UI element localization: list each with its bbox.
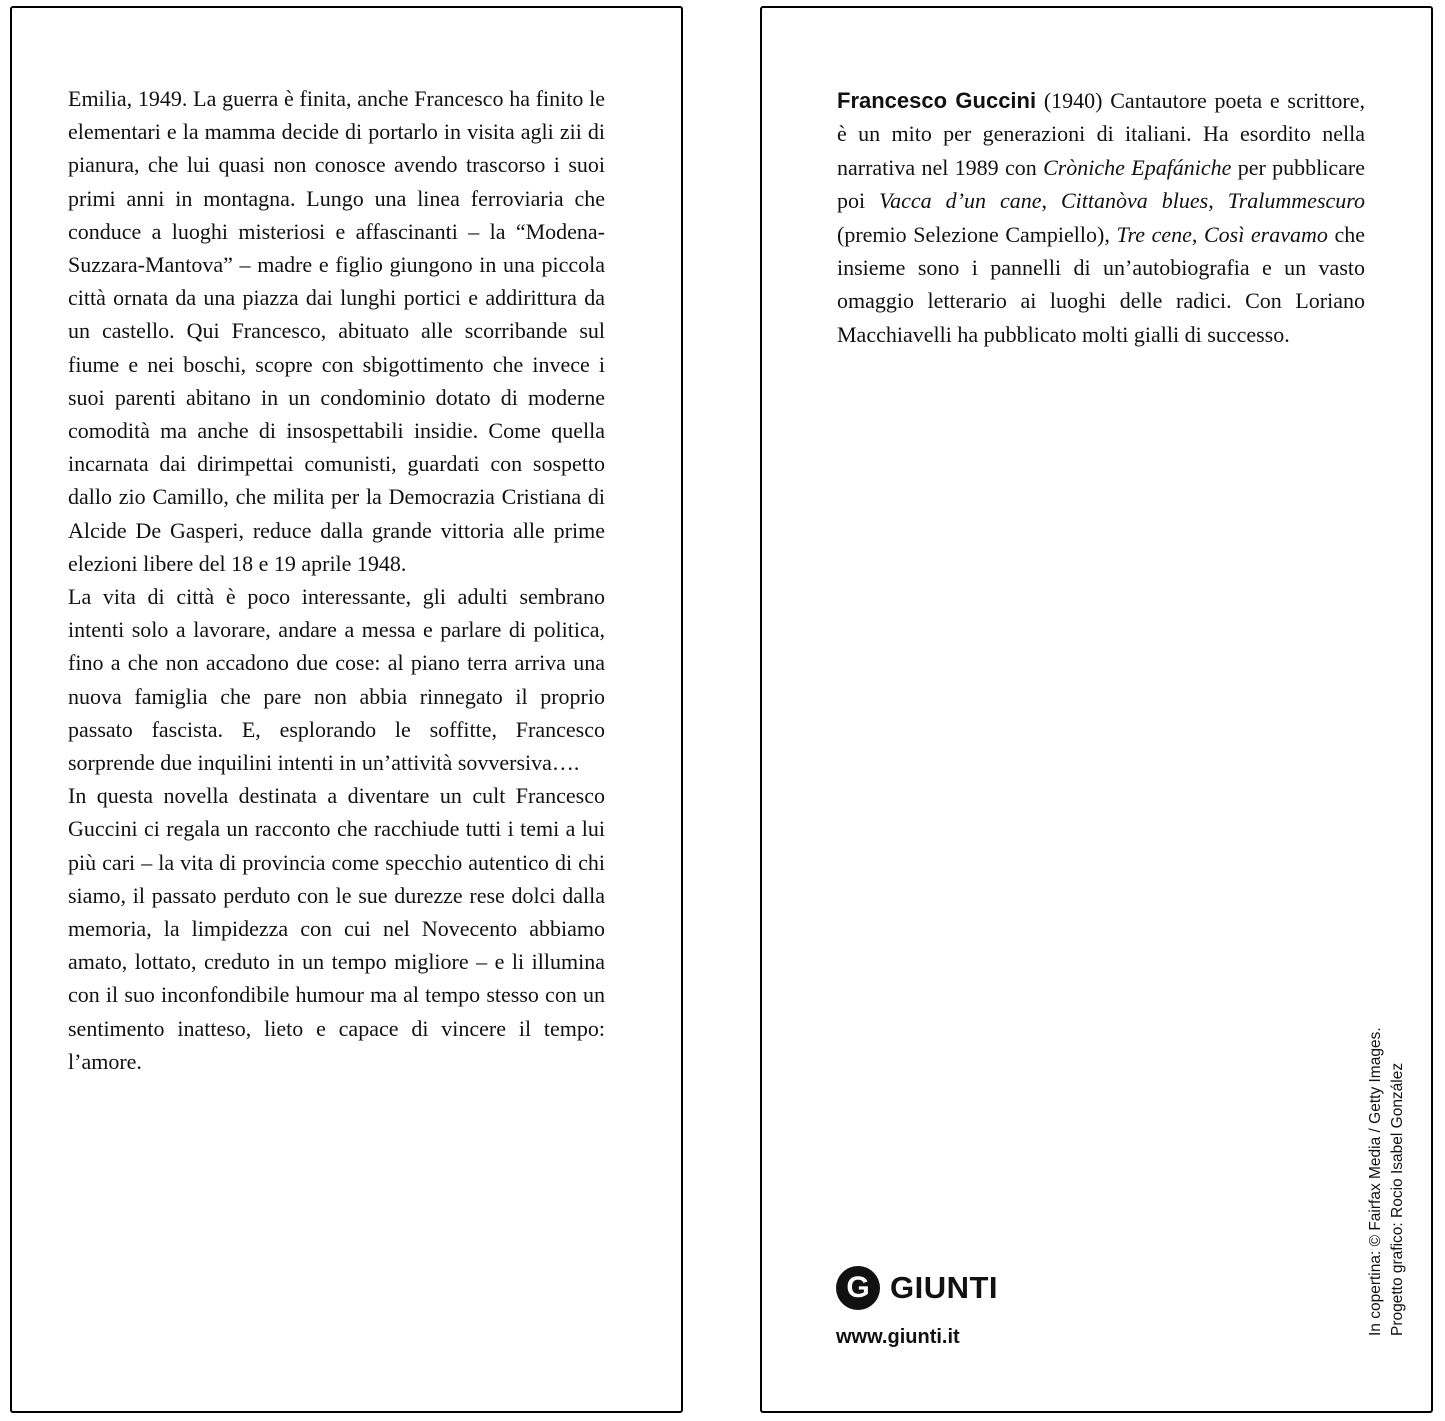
publisher-website: www.giunti.it bbox=[836, 1326, 960, 1348]
bio-segment: Tre cene bbox=[1116, 221, 1192, 247]
bio-segment: Così eravamo bbox=[1203, 221, 1328, 247]
bio-segment: (premio Selezione Campiello), bbox=[837, 221, 1117, 247]
bio-segment: Cittanòva blues bbox=[1060, 188, 1209, 214]
bio-segment: , bbox=[1191, 221, 1204, 247]
synopsis-paragraph: La vita di città è poco interessante, gli adulti sembrano intenti solo a lavorare, andare a messa e parlare di politica, fino a che non accadono due cose: al piano terra arriva una nuova famiglia che pare non abbia rinnegato il proprio passato fascista. E, esplorando le soffitte, Francesco sorprende due inquilini intenti in un’attività sovversiva…. bbox=[68, 584, 605, 776]
right-flap-panel bbox=[760, 6, 1433, 1413]
bio-segment: per pubblicare poi bbox=[837, 154, 1366, 214]
author-bio bbox=[837, 84, 1365, 351]
bio-segment: che insieme sono i pannelli di un’autobiografia e un vasto omaggio letterario ai luoghi delle radici. Con Loriano Macchiavelli ha pubblicato molti gialli di successo. bbox=[837, 221, 1366, 347]
bio-segment: , bbox=[1041, 188, 1061, 214]
bio-segment: Cròniche Epafániche bbox=[1043, 154, 1232, 180]
giunti-logo-icon: G bbox=[836, 1266, 880, 1310]
bio-segment: , bbox=[1208, 188, 1228, 214]
bio-segment: Tralummescuro bbox=[1227, 188, 1366, 214]
publisher-block bbox=[836, 1266, 998, 1349]
bio-segment: (1940) Cantautore poeta e scrittore, è un mito per generazioni di italiani. Ha esordito nella narrativa nel 1989 con bbox=[837, 88, 1365, 180]
synopsis-paragraph: Emilia, 1949. La guerra è finita, anche Francesco ha finito le elementari e la mamma decide di portarlo in visita agli zii di pianura, che lui quasi non conosce avendo trascorso i suoi primi anni in montagna. Lungo una linea ferroviaria che conduce a luoghi misteriosi e affascinanti – la “Modena-Suzzara-Mantova” – madre e figlio giungono in una piccola città ornata da una piazza dai lunghi portici e addirittura da un castello. Qui Francesco, abituato alle scorribande sul fiume e nei boschi, scopre con sbigottimento che invece i suoi parenti abitano in un condominio dotato di moderne comodità ma anche di insospettabili insidie. Come quella incarnata dai dirimpettai comunisti, guardati con sospetto dallo zio Camillo, che milita per la Democrazia Cristiana di Alcide De Gasperi, reduce dalla grande vittoria alle prime elezioni libere del 18 e 19 aprile 1948. bbox=[68, 86, 605, 576]
credits-block bbox=[1365, 1027, 1408, 1336]
giunti-logo bbox=[836, 1266, 998, 1310]
bio-segment: Francesco Guccini bbox=[837, 88, 1037, 113]
design-credit-line: Progetto grafico: Rocio Isabel González bbox=[1388, 1062, 1406, 1336]
synopsis-paragraph: In questa novella destinata a diventare un cult Francesco Guccini ci regala un racconto che racchiude tutti i temi a lui più cari – la vita di provincia come specchio autentico di chi siamo, il passato perduto con le sue durezze rese dolci dalla memoria, la limpidezza con cui nel Novecento abbiamo amato, lottato, creduto in un tempo migliore – e li illumina con il suo inconfondibile humour ma al tempo stesso con un sentimento inatteso, lieto e capace di vincere il tempo: l’amore. bbox=[68, 783, 605, 1074]
giunti-logo-name: GIUNTI bbox=[890, 1270, 999, 1305]
bio-segment: Vacca d’un cane bbox=[879, 188, 1042, 214]
photo-credit-line: In copertina: © Fairfax Media / Getty Images. bbox=[1367, 1027, 1384, 1336]
left-flap-panel bbox=[10, 6, 683, 1413]
flap-synopsis bbox=[68, 82, 605, 1078]
